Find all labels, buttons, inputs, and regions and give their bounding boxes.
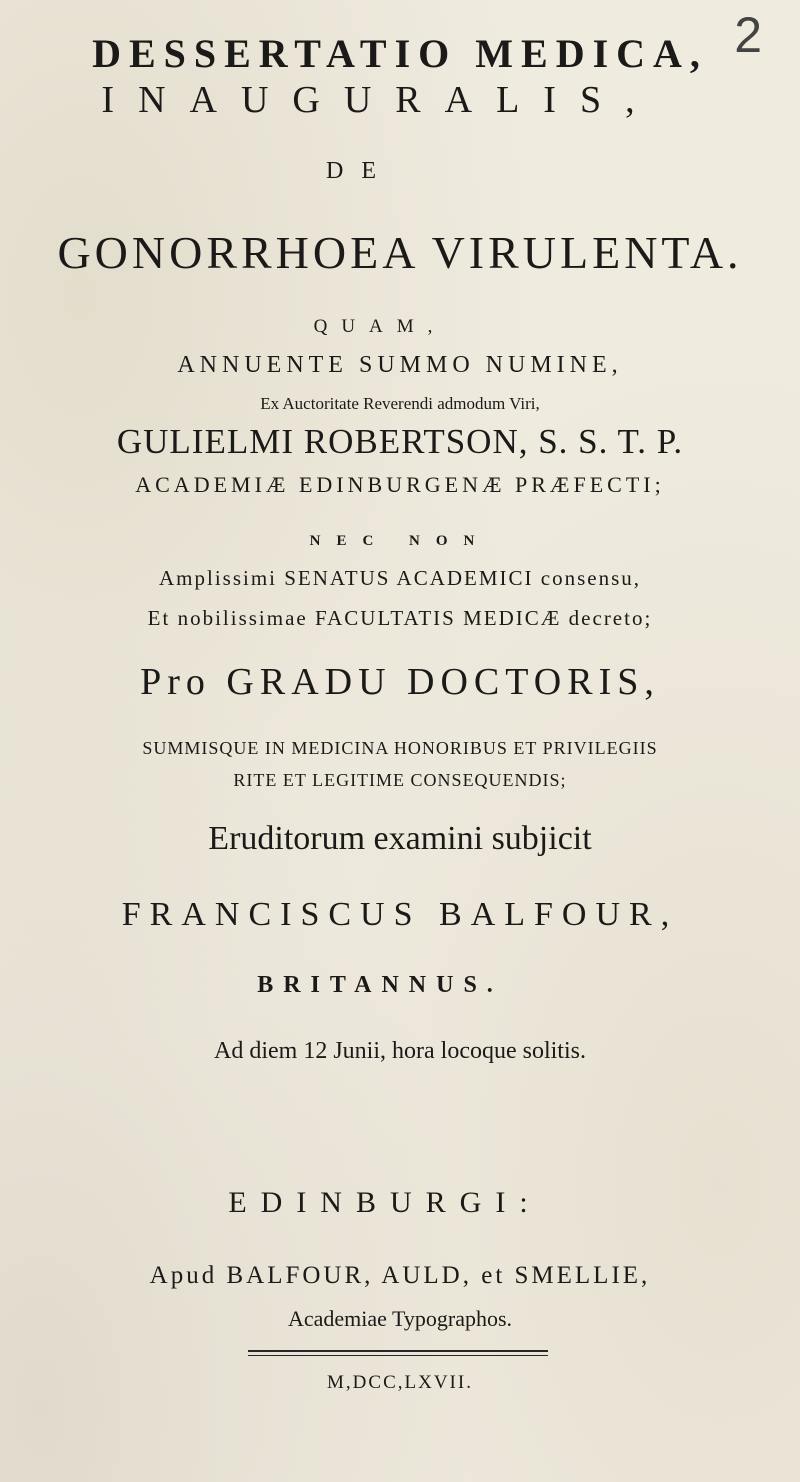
title-line-4: [0, 226, 800, 279]
title-inauguralis: INAUGURALIS,: [101, 79, 659, 121]
rite-text: RITE ET LEGITIME CONSEQUENDIS;: [233, 770, 567, 790]
nationality-line: [0, 972, 800, 999]
printers-line: [0, 1262, 800, 1290]
date-text: Ad diem 12 Junii, hora locoque solitis.: [214, 1038, 586, 1064]
academiae-line: [0, 472, 800, 498]
nationality-text: BRITANNUS.: [257, 972, 503, 998]
auctoritate-text: Ex Auctoritate Reverendi admodum Viri,: [260, 394, 540, 413]
city-text: EDINBURGI:: [228, 1186, 542, 1219]
title-dessertatio: DESSERTATIO MEDICA,: [92, 31, 708, 76]
role-text: Academiae Typographos.: [287, 1306, 513, 1331]
title-gonorrhoea: GONORRHOEA VIRULENTA.: [57, 227, 743, 278]
eruditorum-text: Eruditorum examini subjicit: [208, 820, 592, 857]
rector-name: GULIELMI ROBERTSON, S. S. T. P.: [116, 422, 684, 461]
senatus-text: Amplissimi SENATUS ACADEMICI consensu,: [158, 566, 642, 590]
title-line-3: [0, 158, 800, 185]
imprint-rule-bottom: [248, 1355, 548, 1356]
pro-gradu-text: Pro GRADU DOCTORIS,: [140, 661, 660, 703]
title-line-1: [0, 30, 800, 77]
summisque-line: [0, 738, 800, 759]
quam-text: QUAM,: [313, 316, 447, 337]
quam-line: [0, 316, 800, 338]
author-line: [0, 896, 800, 934]
page-number: 2: [734, 7, 762, 63]
year-line: [0, 1372, 800, 1394]
rector-line: [0, 422, 800, 462]
year-text: M,DCC,LXVII.: [327, 1372, 473, 1393]
rite-line: [0, 770, 800, 791]
academiae-text: ACADEMIÆ EDINBURGENÆ PRÆFECTI;: [135, 472, 665, 497]
eruditorum-line: [0, 820, 800, 858]
summisque-text: SUMMISQUE IN MEDICINA HONORIBUS ET PRIVILEGIIS: [142, 738, 658, 758]
pro-gradu-line: [0, 660, 800, 704]
senatus-line: [0, 566, 800, 591]
facultatis-line: [0, 606, 800, 631]
imprint-rule-top: [248, 1350, 548, 1352]
city-line: [0, 1186, 800, 1220]
annuente-line: [0, 352, 800, 379]
author-name: FRANCISCUS BALFOUR,: [121, 896, 679, 933]
printers-text: Apud BALFOUR, AULD, et SMELLIE,: [149, 1262, 651, 1289]
nec-non-line: [0, 532, 800, 550]
facultatis-text: Et nobilissimae FACULTATIS MEDICÆ decreto;: [147, 606, 653, 630]
auctoritate-line: [0, 394, 800, 414]
annuente-text: ANNUENTE SUMMO NUMINE,: [177, 352, 623, 378]
role-line: [0, 1306, 800, 1332]
title-line-2: [0, 78, 800, 122]
title-de: DE: [326, 158, 394, 184]
date-line: [0, 1038, 800, 1065]
nec-non-text: NEC NON: [309, 533, 491, 549]
